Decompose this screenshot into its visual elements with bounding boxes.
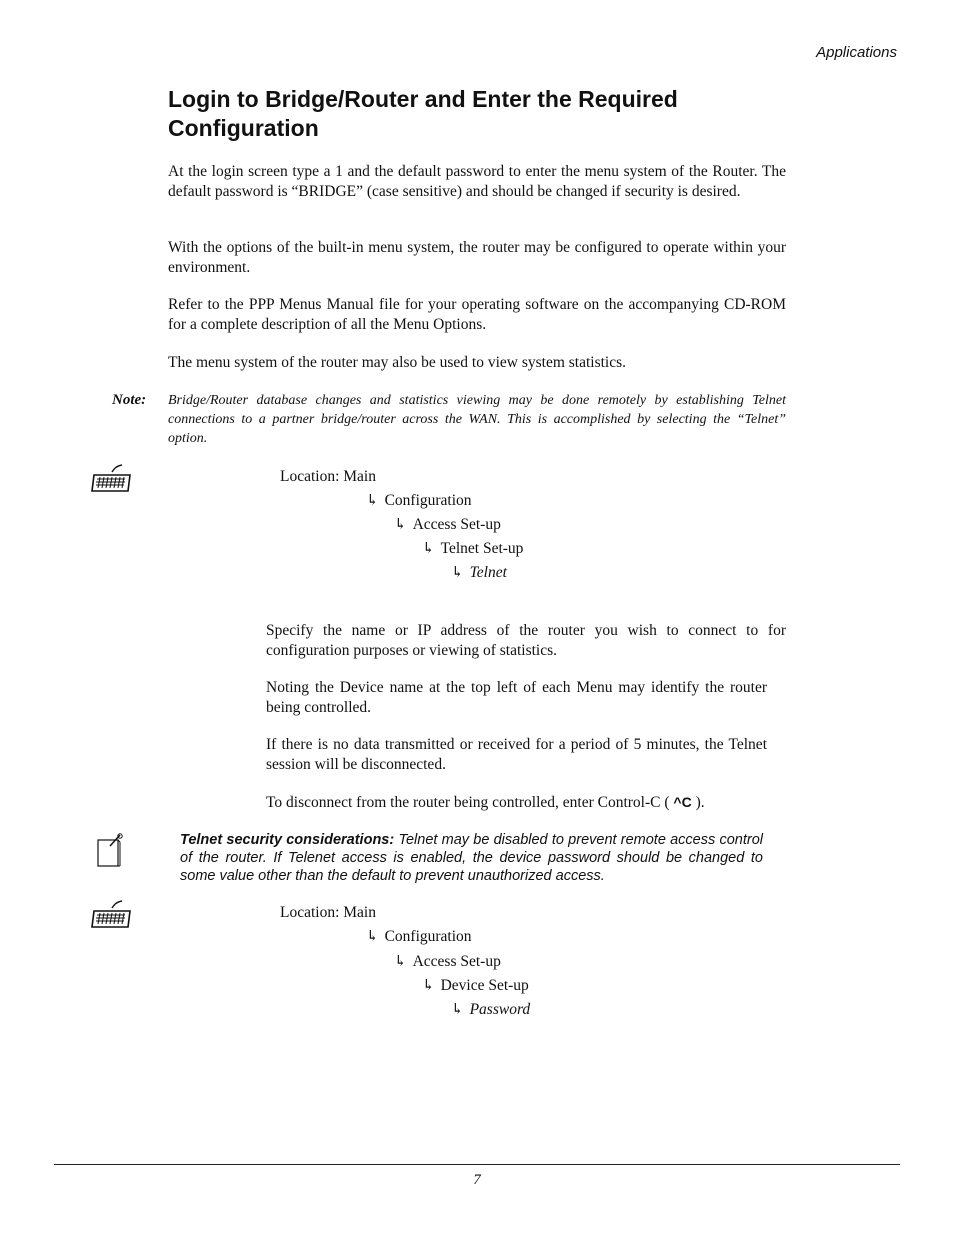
statistics-paragraph: The menu system of the router may also be used to view system statistics. bbox=[168, 354, 627, 371]
security-text: Telnet may be disabled to prevent remote access control of the router. If Telenet access is enabled, the device password should be changed to some value other than the default to prevent unauthorized access. bbox=[180, 832, 763, 884]
reference-paragraph: Refer to the PPP Menus Manual file for your operating software on the accompanying CD-ROM for a complete description of all the Menu Options. bbox=[168, 296, 786, 333]
curved-arrow-icon: ↳ bbox=[451, 565, 464, 581]
nav1-step-label: Telnet bbox=[469, 564, 507, 581]
running-header: Applications bbox=[816, 44, 897, 61]
curved-arrow-icon: ↳ bbox=[394, 954, 407, 970]
telnet-timeout-paragraph: If there is no data transmitted or received for a period of 5 minutes, the Telnet session will be disconnected. bbox=[266, 736, 767, 773]
nav2-step-password bbox=[451, 1000, 530, 1020]
control-c-key: ^C bbox=[673, 794, 692, 810]
note-label: Note: bbox=[112, 392, 147, 408]
notepad-icon bbox=[96, 832, 124, 868]
disconnect-text: To disconnect from the router being controlled, enter Control-C ( bbox=[266, 794, 670, 811]
telnet-device-name-paragraph: Noting the Device name at the top left of each Menu may identify the router being controlled. bbox=[266, 679, 767, 716]
curved-arrow-icon: ↳ bbox=[422, 541, 435, 557]
options-paragraph: With the options of the built-in menu system, the router may be configured to operate within your environment. bbox=[168, 239, 786, 276]
disconnect-end: ). bbox=[695, 794, 705, 811]
nav1-step-label: Telnet Set-up bbox=[440, 540, 524, 557]
telnet-disconnect-paragraph bbox=[266, 793, 786, 813]
section-title: Login to Bridge/Router and Enter the Required Configuration bbox=[168, 86, 678, 141]
keyboard-icon bbox=[90, 463, 132, 495]
note-text: Bridge/Router database changes and statistics viewing may be done remotely by establishing Telnet connections to a partner bridge/router across the WAN. This is accomplished by selecting the “Telnet” option. bbox=[168, 393, 786, 446]
nav2-step-access bbox=[394, 952, 501, 972]
nav2-step-device-setup bbox=[422, 976, 529, 996]
nav1-step-access bbox=[394, 515, 501, 535]
security-heading: Telnet security considerations: bbox=[180, 832, 395, 848]
telnet-specify-paragraph: Specify the name or IP address of the router you wish to connect to for configuration purposes or viewing of statistics. bbox=[266, 622, 786, 659]
nav2-location: Location: Main bbox=[280, 904, 376, 921]
nav1-step-label: Configuration bbox=[384, 492, 472, 509]
curved-arrow-icon: ↳ bbox=[451, 1002, 464, 1018]
keyboard-icon bbox=[90, 899, 132, 931]
login-paragraph: At the login screen type a 1 and the default password to enter the menu system of the Router. The default password is “BRIDGE” (case sensitive) and should be changed if security is desired. bbox=[168, 163, 786, 200]
nav2-step-label: Access Set-up bbox=[412, 953, 501, 970]
curved-arrow-icon: ↳ bbox=[366, 929, 379, 945]
curved-arrow-icon: ↳ bbox=[394, 517, 407, 533]
nav2-step-configuration bbox=[366, 927, 472, 947]
nav2-step-label: Device Set-up bbox=[440, 977, 529, 994]
nav1-location: Location: Main bbox=[280, 468, 376, 485]
nav1-step-telnet bbox=[451, 563, 507, 583]
security-note bbox=[180, 831, 763, 885]
nav2-step-label: Configuration bbox=[384, 928, 472, 945]
nav1-step-label: Access Set-up bbox=[412, 516, 501, 533]
page-number: 7 bbox=[473, 1172, 481, 1188]
nav1-step-configuration bbox=[366, 491, 472, 511]
nav2-step-label: Password bbox=[469, 1001, 531, 1018]
nav1-step-telnet-setup bbox=[422, 539, 523, 559]
curved-arrow-icon: ↳ bbox=[366, 493, 379, 509]
footer-rule bbox=[54, 1164, 900, 1165]
curved-arrow-icon: ↳ bbox=[422, 978, 435, 994]
